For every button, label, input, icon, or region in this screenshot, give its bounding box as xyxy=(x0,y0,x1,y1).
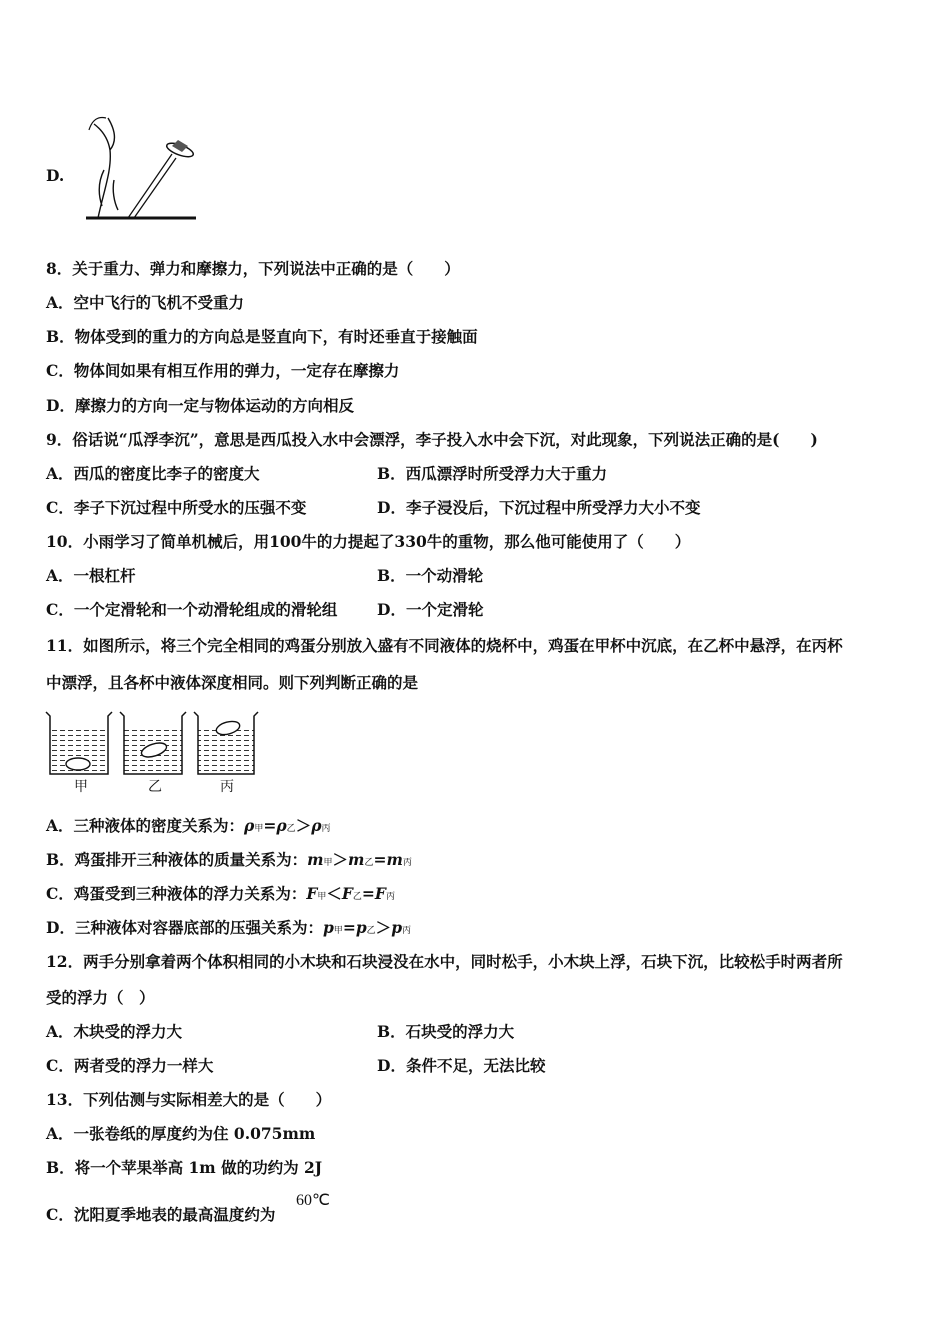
q12-option-d: D．条件不足，无法比较 xyxy=(377,1056,546,1075)
q11-beakers-figure xyxy=(44,708,260,796)
beaker-label-yi: 乙 xyxy=(148,779,162,795)
q12-option-c: C．两者受的浮力一样大 xyxy=(46,1056,214,1075)
q10-stem: 10．小雨学习了简单机械后，用100牛的力提起了330牛的重物，那么他可能使用了（ ） xyxy=(46,532,691,551)
q10-option-a: A．一根杠杆 xyxy=(46,566,136,585)
q13-stem: 13．下列估测与实际相差大的是（ ） xyxy=(46,1090,332,1109)
q11-option-b: B．鸡蛋排开三种液体的质量关系为：m甲＞m乙=m丙 xyxy=(46,850,412,869)
q8-option-d: D．摩擦力的方向一定与物体运动的方向相反 xyxy=(46,396,354,415)
beaker-label-bing: 丙 xyxy=(220,779,234,795)
q12-option-b: B．石块受的浮力大 xyxy=(377,1022,515,1041)
q10-option-c: C．一个定滑轮和一个动滑轮组成的滑轮组 xyxy=(46,600,338,619)
q12-option-a: A．木块受的浮力大 xyxy=(46,1022,183,1041)
q13-option-a: A．一张卷纸的厚度约为住 0.075mm xyxy=(46,1124,316,1143)
q9-option-c: C．李子下沉过程中所受水的压强不变 xyxy=(46,498,307,517)
q13-option-c: C．沈阳夏季地表的最高温度约为 xyxy=(46,1205,276,1224)
q12-stem-line1: 12．两手分别拿着两个体积相同的小木块和石块浸没在水中，同时松手，小木块上浮，石块下沉，比较松手时两者所 xyxy=(46,952,843,971)
q13-option-b: B．将一个苹果举高 1m 做的功约为 2J xyxy=(46,1158,323,1177)
q9-option-a: A．西瓜的密度比李子的密度大 xyxy=(46,464,260,483)
q9-stem: 9．俗话说“瓜浮李沉”，意思是西瓜投入水中会漂浮，李子投入水中会下沉，对此现象，下列说法正确的是( ) xyxy=(46,430,818,449)
q10-option-d: D．一个定滑轮 xyxy=(377,600,484,619)
q8-stem: 8．关于重力、弹力和摩擦力，下列说法中正确的是（ ） xyxy=(46,259,460,278)
q8-option-a: A．空中飞行的飞机不受重力 xyxy=(46,293,245,312)
q8-option-c: C．物体间如果有相互作用的弹力，一定存在摩擦力 xyxy=(46,361,400,380)
q10-option-b: B．一个动滑轮 xyxy=(377,566,484,585)
q12-stem-line2: 受的浮力（ ） xyxy=(46,988,155,1007)
q7-option-d-figure xyxy=(84,110,200,224)
q11-option-d: D．三种液体对容器底部的压强关系为：p甲=p乙＞p丙 xyxy=(46,918,412,937)
q9-option-b: B．西瓜漂浮时所受浮力大于重力 xyxy=(377,464,608,483)
q8-option-b: B．物体受到的重力的方向总是竖直向下，有时还垂直于接触面 xyxy=(46,327,478,346)
q11-option-c: C．鸡蛋受到三种液体的浮力关系为：F甲＜F乙=F丙 xyxy=(46,884,395,903)
q9-option-d: D．李子浸没后，下沉过程中所受浮力大小不变 xyxy=(377,498,701,517)
q7-option-d-label: D. xyxy=(46,166,65,185)
q11-stem-line2: 中漂浮，且各杯中液体深度相同。则下列判断正确的是 xyxy=(46,673,419,692)
q11-option-a: A．三种液体的密度关系为：ρ甲=ρ乙＞ρ丙 xyxy=(46,816,331,835)
q13-option-c-temperature: 60℃ xyxy=(296,1192,330,1209)
beaker-label-jia: 甲 xyxy=(74,779,88,795)
q11-stem-line1: 11．如图所示，将三个完全相同的鸡蛋分别放入盛有不同液体的烧杯中，鸡蛋在甲杯中沉底，在乙杯中悬浮，在丙杯 xyxy=(46,636,843,655)
